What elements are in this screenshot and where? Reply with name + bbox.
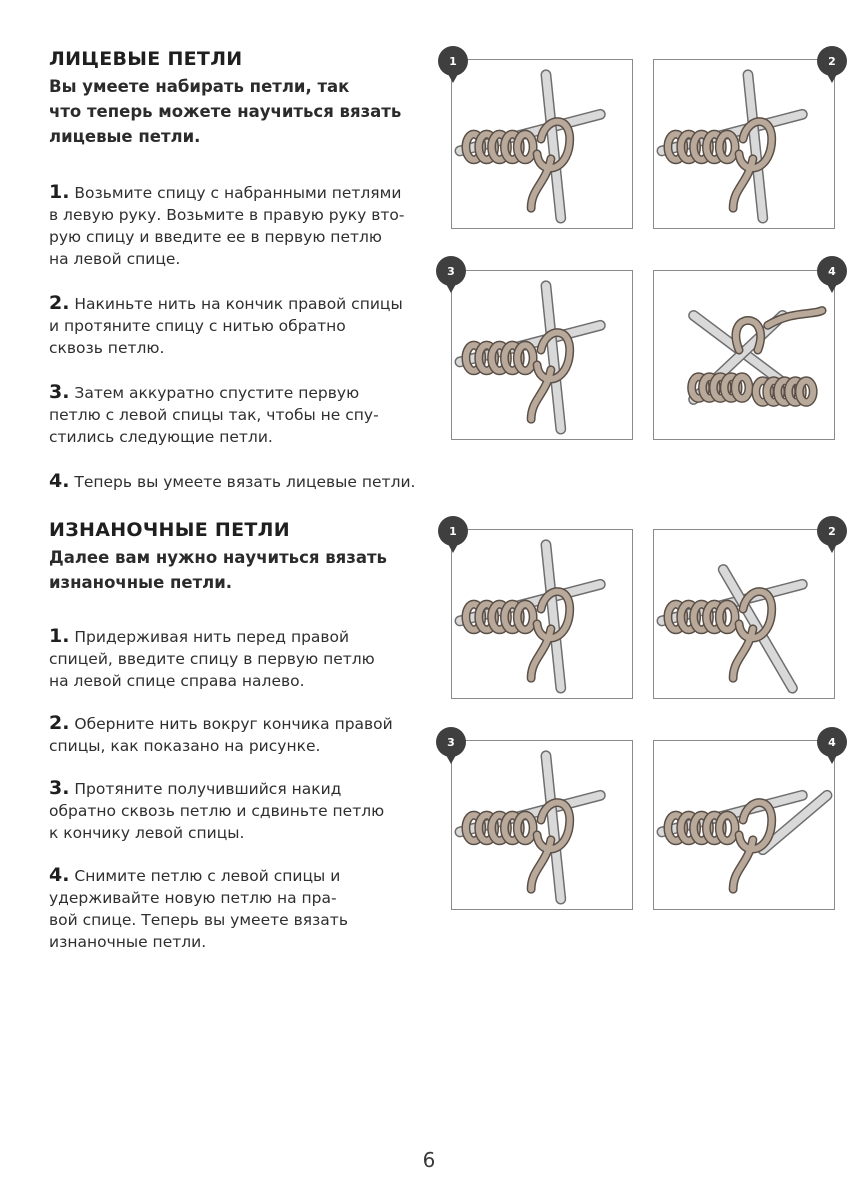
- knit-figure-3-badge: 3: [436, 256, 466, 286]
- purl-section: [49, 519, 429, 973]
- purl-figure-4-badge: 4: [817, 727, 847, 757]
- knit-figure-2-badge: 2: [817, 46, 847, 76]
- knit-section: [49, 48, 429, 515]
- knit-step: 1. Возьмите спицу с набранными петлями в левую руку. Возьмите в правую руку вто- рую спицу и введите ее в первую петлю на левой спице.: [49, 181, 405, 268]
- knit-step: 3. Затем аккуратно спустите первую петлю с левой спицы так, чтобы не спу- стились следующие петли.: [49, 381, 379, 446]
- purl-steps: [49, 625, 429, 953]
- knit-step-2-illustration: [654, 60, 834, 228]
- purl-step-1-illustration: [452, 530, 632, 698]
- knit-step-4-illustration: [654, 271, 834, 439]
- purl-step: 2. Оберните нить вокруг кончика правой спицы, как показано на рисунке.: [49, 712, 393, 755]
- page-number: 6: [422, 1148, 436, 1172]
- purl-figure-1-badge: 1: [438, 516, 468, 546]
- purl-step: 1. Придерживая нить перед правой спицей, введите спицу в первую петлю на левой спице справа налево.: [49, 625, 375, 690]
- purl-heading: ИЗНАНОЧНЫЕ ПЕТЛИ: [49, 519, 290, 541]
- knit-step: 4. Теперь вы умеете вязать лицевые петли.: [49, 470, 416, 492]
- purl-figure-4: [653, 740, 835, 910]
- purl-figure-1: [451, 529, 633, 699]
- knit-figure-4-badge: 4: [817, 256, 847, 286]
- purl-step: 4. Снимите петлю с левой спицы и удерживайте новую петлю на пра- вой спице. Теперь вы умеете вязать изнаночные петли.: [49, 864, 348, 951]
- knit-figure-3: [451, 270, 633, 440]
- purl-figure-3: [451, 740, 633, 910]
- knit-figure-4: [653, 270, 835, 440]
- purl-figure-3-badge: 3: [436, 727, 466, 757]
- purl-intro: Далее вам нужно научиться вязать изнаночные петли.: [49, 548, 387, 592]
- knit-steps: [49, 181, 429, 493]
- purl-step: 3. Протяните получившийся накид обратно сквозь петлю и сдвиньте петлю к кончику левой спицы.: [49, 777, 385, 842]
- knit-figure-1-badge: 1: [438, 46, 468, 76]
- knit-figure-1: [451, 59, 633, 229]
- knit-intro: Вы умеете набирать петли, так что теперь можете научиться вязать лицевые петли.: [49, 77, 402, 146]
- knit-step-3-illustration: [452, 271, 632, 439]
- knit-figure-2: [653, 59, 835, 229]
- purl-step-3-illustration: [452, 741, 632, 909]
- purl-figure-2-badge: 2: [817, 516, 847, 546]
- purl-step-2-illustration: [654, 530, 834, 698]
- purl-figure-2: [653, 529, 835, 699]
- knit-heading: ЛИЦЕВЫЕ ПЕТЛИ: [49, 48, 243, 70]
- knit-step-1-illustration: [452, 60, 632, 228]
- knit-step: 2. Накиньте нить на кончик правой спицы и протяните спицу с нитью обратно сквозь петлю.: [49, 292, 403, 357]
- purl-step-4-illustration: [654, 741, 834, 909]
